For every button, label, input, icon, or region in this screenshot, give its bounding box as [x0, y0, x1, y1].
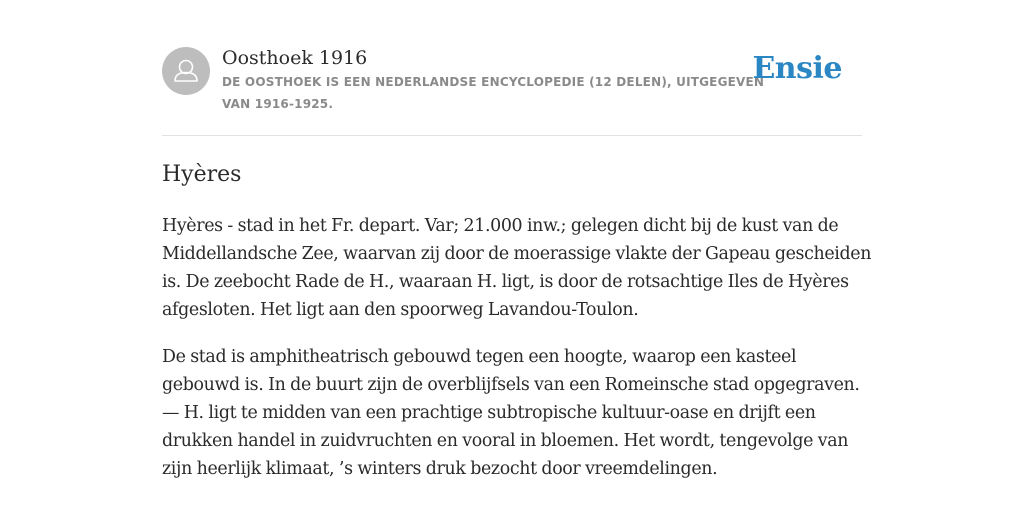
user-icon — [162, 47, 210, 95]
source-header — [162, 46, 862, 116]
source-avatar[interactable] — [162, 47, 210, 95]
source-description: DE OOSTHOEK IS EEN NEDERLANDSE ENCYCLOPEDIE (12 DELEN), UITGEGEVEN VAN 1916-1925. — [222, 75, 765, 111]
source-title[interactable]: Oosthoek 1916 — [222, 47, 368, 69]
header-divider — [162, 135, 862, 136]
paragraph: De stad is amphitheatrisch gebouwd tegen een hoogte, waarop een kasteel gebouwd is. In de buurt zijn de overblijfsels van een Romeinsche stad opgegraven. — H. ligt te midden van een prachtige subtropische kultuur-oase en drijft een drukken handel in zuidvruchten en vooral in bloemen. Het wordt, tengevolge van zijn heerlijk klimaat, ’s winters druk bezocht door vreemdelingen. — [162, 347, 860, 479]
page-title: Hyères — [162, 162, 242, 187]
entry-card — [162, 0, 872, 512]
entry-body — [162, 212, 872, 502]
paragraph: Hyères - stad in het Fr. depart. Var; 21.000 inw.; gelegen dicht bij de kust van de Middellandsche Zee, waarvan zij door de moerassige vlakte der Gapeau gescheiden is. De zeebocht Rade de H., waaraan H. ligt, is door de rotsachtige Iles de Hyères afgesloten. Het ligt aan den spoorweg Lavandou-Toulon. — [162, 216, 872, 320]
brand-logo[interactable]: Ensie — [752, 51, 842, 86]
